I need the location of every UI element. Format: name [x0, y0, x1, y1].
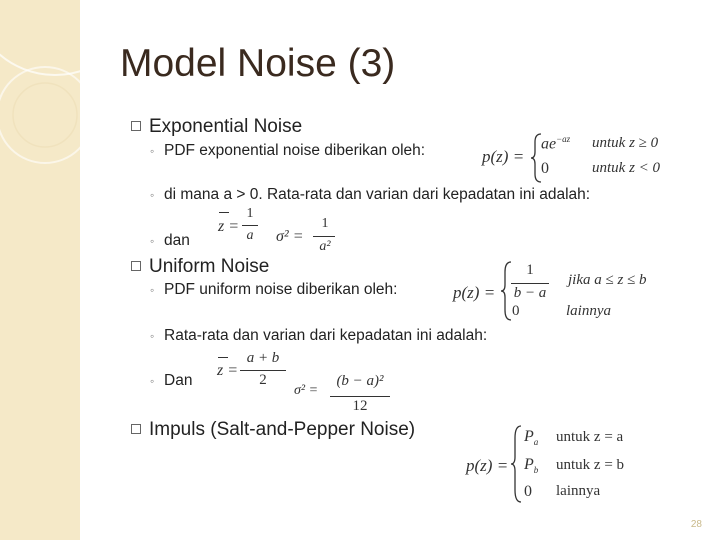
exp-mean-num: 1 — [246, 206, 254, 221]
uniform-pdf-text: PDF uniform noise diberikan oleh: — [164, 281, 398, 298]
bullet-ring-icon: ◦ — [150, 283, 155, 297]
uni-var-num: (b − a)² — [336, 373, 384, 389]
exp-case1-cond: untuk z ≥ 0 — [592, 135, 659, 151]
imp-case2-cond: untuk z = b — [556, 457, 625, 473]
exponential-condition-text: di mana a > 0. Rata-rata dan varian dari kepadatan ini adalah: — [164, 186, 591, 203]
exp-var-den: a² — [319, 239, 331, 254]
uni-mean-num: a + b — [246, 350, 280, 366]
exp-case2-cond: untuk z < 0 — [592, 160, 661, 176]
uni-mean-lhs: z = — [217, 362, 239, 379]
exp-var-num: 1 — [321, 216, 329, 231]
impulse-heading: Impuls (Salt-and-Pepper Noise) — [149, 419, 416, 440]
bullet-square-icon — [131, 121, 141, 131]
exp-case1-expr — [541, 134, 570, 153]
uniform-dan-text: Dan — [164, 372, 193, 389]
bullet-ring-icon: ◦ — [150, 188, 155, 202]
uni-case1-cond: jika a ≤ z ≤ b — [568, 272, 647, 288]
uni-case1-num: 1 — [526, 262, 534, 278]
uni-mean-bar — [218, 357, 228, 358]
uniform-mean-text: Rata-rata dan varian dari kepadatan ini adalah: — [164, 327, 488, 344]
uni-var-lhs: σ² = — [294, 383, 319, 398]
uniform-pdf-line — [150, 281, 397, 299]
uni-case1-den: b − a — [513, 285, 547, 301]
uniform-dan-line — [150, 372, 192, 390]
bullet-square-icon — [131, 424, 141, 434]
uni-var-den: 12 — [352, 398, 368, 414]
imp-case2-expr — [524, 456, 538, 475]
imp-case3-cond: lainnya — [556, 483, 601, 499]
bullet-ring-icon: ◦ — [150, 234, 155, 248]
slide-title: Model Noise (3) — [120, 42, 396, 85]
bullet-ring-icon: ◦ — [150, 374, 155, 388]
imp-brace — [510, 424, 524, 504]
uni-case2-cond: lainnya — [566, 303, 611, 319]
exp-case2-expr: 0 — [541, 160, 549, 177]
imp-case2-base: P — [524, 456, 534, 473]
imp-case1-cond: untuk z = a — [556, 429, 624, 445]
exp-var-fraction-bar — [313, 236, 335, 237]
exp-var-lhs: σ² = — [276, 228, 304, 245]
imp-case1-sub: a — [533, 437, 539, 448]
exp-mean-lhs: z = — [218, 218, 240, 235]
bullet-ring-icon: ◦ — [150, 329, 155, 343]
exp-case1-exponent: −az — [556, 134, 571, 144]
bullet-ring-icon: ◦ — [150, 144, 155, 158]
exp-mean-den: a — [246, 228, 254, 243]
exp-pdf-lhs: p(z) = — [482, 147, 525, 166]
exponential-dan-text: dan — [164, 232, 190, 249]
uni-mean-den: 2 — [259, 372, 267, 388]
uni-case2-expr: 0 — [512, 303, 520, 319]
uni-case1-fraction-bar — [511, 283, 549, 284]
uniform-heading: Uniform Noise — [149, 256, 270, 277]
decorative-circles — [0, 0, 160, 200]
exponential-pdf-line — [150, 142, 425, 160]
exponential-pdf-text: PDF exponential noise diberikan oleh: — [164, 142, 426, 159]
exponential-dan-line — [150, 232, 190, 250]
exp-case1-base: ae — [541, 135, 557, 153]
imp-case3-expr: 0 — [524, 483, 532, 500]
exponential-heading: Exponential Noise — [149, 116, 303, 137]
exponential-condition-line — [150, 186, 590, 204]
imp-case1-expr — [524, 428, 538, 447]
exp-mean-fraction-bar — [242, 225, 258, 226]
uniform-mean-line — [150, 327, 487, 345]
imp-pdf-lhs: p(z) = — [466, 456, 509, 475]
bullet-square-icon — [131, 261, 141, 271]
page-number: 28 — [690, 519, 702, 530]
uni-var-fraction-bar — [330, 396, 390, 397]
uni-mean-fraction-bar — [240, 370, 286, 371]
imp-case1-base: P — [524, 428, 534, 445]
imp-case2-sub: b — [533, 465, 539, 476]
uni-pdf-lhs: p(z) = — [453, 283, 496, 302]
exp-mean-bar — [219, 212, 229, 213]
